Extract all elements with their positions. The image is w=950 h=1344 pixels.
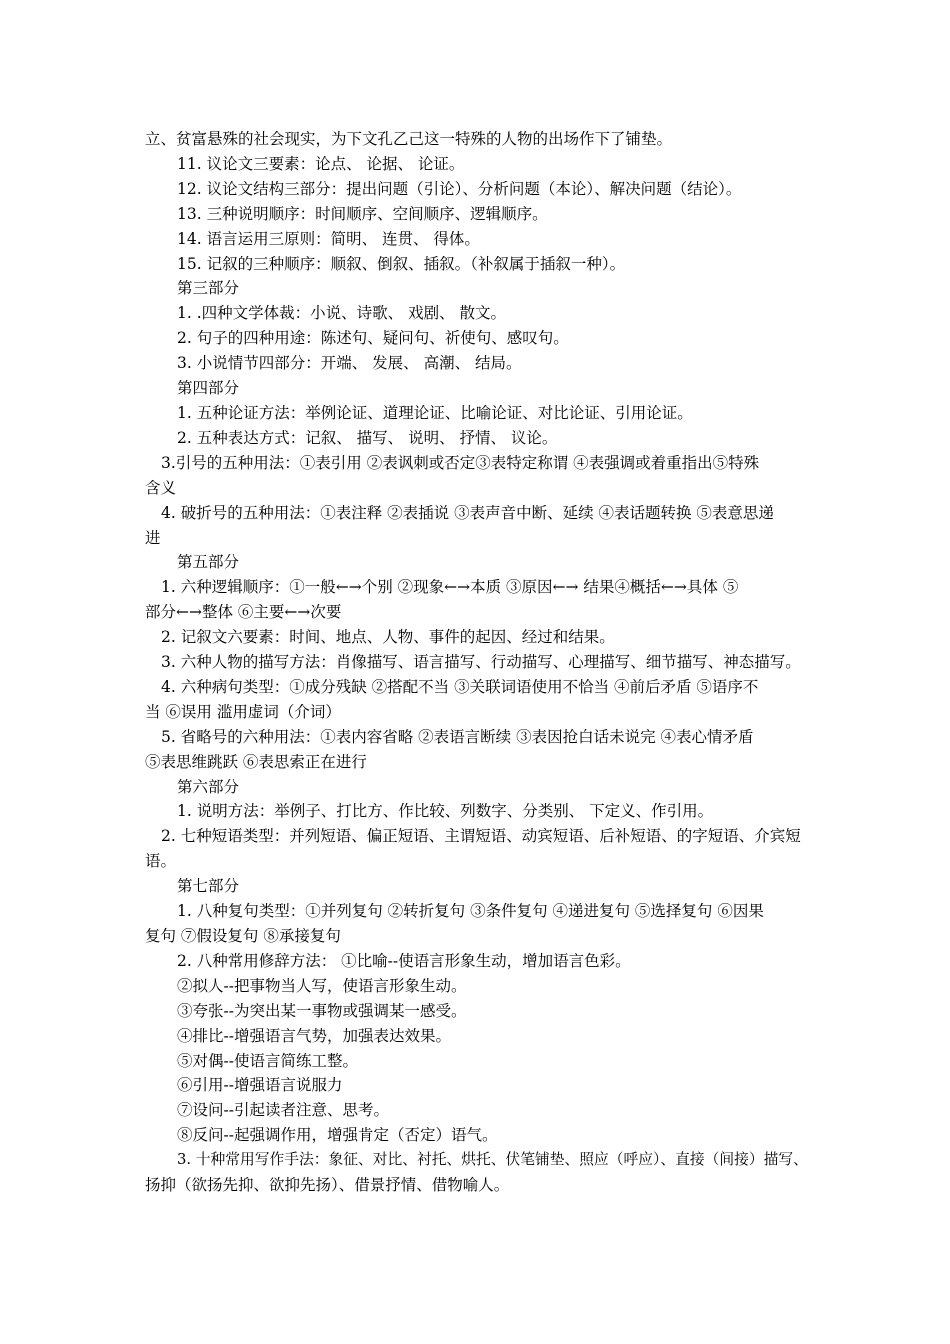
text-line: 2. 八种常用修辞方法： ①比喻--使语言形象生动，增加语言色彩。 bbox=[177, 951, 631, 970]
text-line: ④排比--增强语言气势，加强表达效果。 bbox=[177, 1026, 451, 1045]
section-heading: 第七部分 bbox=[177, 877, 240, 896]
text-line: 进 bbox=[145, 528, 161, 547]
text-line: 2. 句子的四种用途：陈述句、疑问句、祈使句、感叹句。 bbox=[177, 329, 569, 348]
text-line: 1. 六种逻辑顺序：①一般←→个别 ②现象←→本质 ③原因←→ 结果④概括←→具体 ⑤ bbox=[161, 578, 739, 597]
text-line: ⑤对偶--使语言简练工整。 bbox=[177, 1051, 358, 1070]
text-line: ②拟人--把事物当人写，使语言形象生动。 bbox=[177, 976, 467, 995]
section-heading: 第四部分 bbox=[177, 379, 240, 398]
text-line: 2. 记叙文六要素：时间、地点、人物、事件的起因、经过和结果。 bbox=[161, 628, 615, 647]
section-heading: 第五部分 bbox=[177, 553, 240, 572]
text-line: 复句 ⑦假设复句 ⑧承接复句 bbox=[145, 927, 341, 945]
text-line: 3. 十种常用写作手法：象征、对比、衬托、烘托、伏笔铺垫、照应（呼应）、直接（间接）描写、 bbox=[177, 1151, 808, 1169]
text-line: ⑤表思维跳跃 ⑥表思索正在进行 bbox=[145, 752, 367, 771]
text-line: ⑧反问--起强调作用，增强肯定（否定）语气。 bbox=[177, 1126, 498, 1145]
text-line: 语。 bbox=[145, 852, 177, 871]
section-heading: 第三部分 bbox=[177, 279, 240, 298]
text-line: 13. 三种说明顺序：时间顺序、空间顺序、逻辑顺序。 bbox=[177, 204, 548, 223]
text-line: ⑦设问--引起读者注意、思考。 bbox=[177, 1101, 389, 1120]
text-line: 当 ⑥误用 滥用虚词（介词） bbox=[145, 702, 341, 721]
text-line: 14. 语言运用三原则：简明、 连贯、 得体。 bbox=[177, 229, 480, 248]
section-heading: 第六部分 bbox=[177, 777, 240, 796]
text-line: 立、贫富悬殊的社会现实，为下文孔乙己这一特殊的人物的出场作下了铺垫。 bbox=[145, 130, 673, 148]
document-body bbox=[145, 127, 810, 1198]
text-line: 4. 六种病句类型：①成分残缺 ②搭配不当 ③关联词语使用不恰当 ④前后矛盾 ⑤语序不 bbox=[161, 677, 759, 696]
text-line: ③夸张--为突出某一事物或强调某一感受。 bbox=[177, 1001, 467, 1020]
text-line: 部分←→整体 ⑥主要←→次要 bbox=[145, 603, 342, 622]
text-line: 5. 省略号的六种用法：①表内容省略 ②表语言断续 ③表因抢白话未说完 ④表心情矛盾 bbox=[161, 727, 754, 746]
text-line: 1. .四种文学体裁：小说、诗歌、 戏剧、 散文。 bbox=[177, 304, 506, 323]
text-line: 3. 小说情节四部分：开端、 发展、 高潮、 结局。 bbox=[177, 354, 522, 373]
text-line: 含义 bbox=[145, 478, 177, 497]
text-line: 2. 七种短语类型：并列短语、偏正短语、主谓短语、动宾短语、后补短语、的字短语、介宾短 bbox=[161, 827, 801, 846]
text-line: 15. 记叙的三种顺序：顺叙、倒叙、插叙。（补叙属于插叙一种）。 bbox=[177, 254, 626, 273]
text-line: 3.引号的五种用法：①表引用 ②表讽刺或否定③表特定称谓 ④表强调或着重指出⑤特殊 bbox=[161, 453, 760, 472]
text-line: 1. 说明方法：举例子、打比方、作比较、列数字、分类别、 下定义、作引用。 bbox=[177, 802, 714, 821]
text-line: 1. 八种复句类型：①并列复句 ②转折复句 ③条件复句 ④递进复句 ⑤选择复句 ⑥因果 bbox=[177, 902, 764, 921]
text-line: 12. 议论文结构三部分：提出问题（引论）、分析问题（本论）、解决问题（结论）。 bbox=[177, 179, 742, 198]
text-line: ⑥引用--增强语言说服力 bbox=[177, 1076, 343, 1095]
text-line: 3. 六种人物的描写方法：肖像描写、语言描写、行动描写、心理描写、细节描写、神态描写。 bbox=[161, 653, 801, 672]
text-line: 1. 五种论证方法：举例论证、道理论证、比喻论证、对比论证、引用论证。 bbox=[177, 403, 693, 422]
text-line: 11. 议论文三要素：论点、 论据、 论证。 bbox=[177, 154, 465, 173]
text-line: 2. 五种表达方式：记叙、 描写、 说明、 抒情、 议论。 bbox=[177, 428, 558, 447]
text-line: 扬抑（欲扬先抑、欲抑先扬）、借景抒情、借物喻人。 bbox=[145, 1176, 510, 1195]
text-line: 4. 破折号的五种用法：①表注释 ②表插说 ③表声音中断、延续 ④表话题转换 ⑤表意思递 bbox=[161, 503, 774, 522]
